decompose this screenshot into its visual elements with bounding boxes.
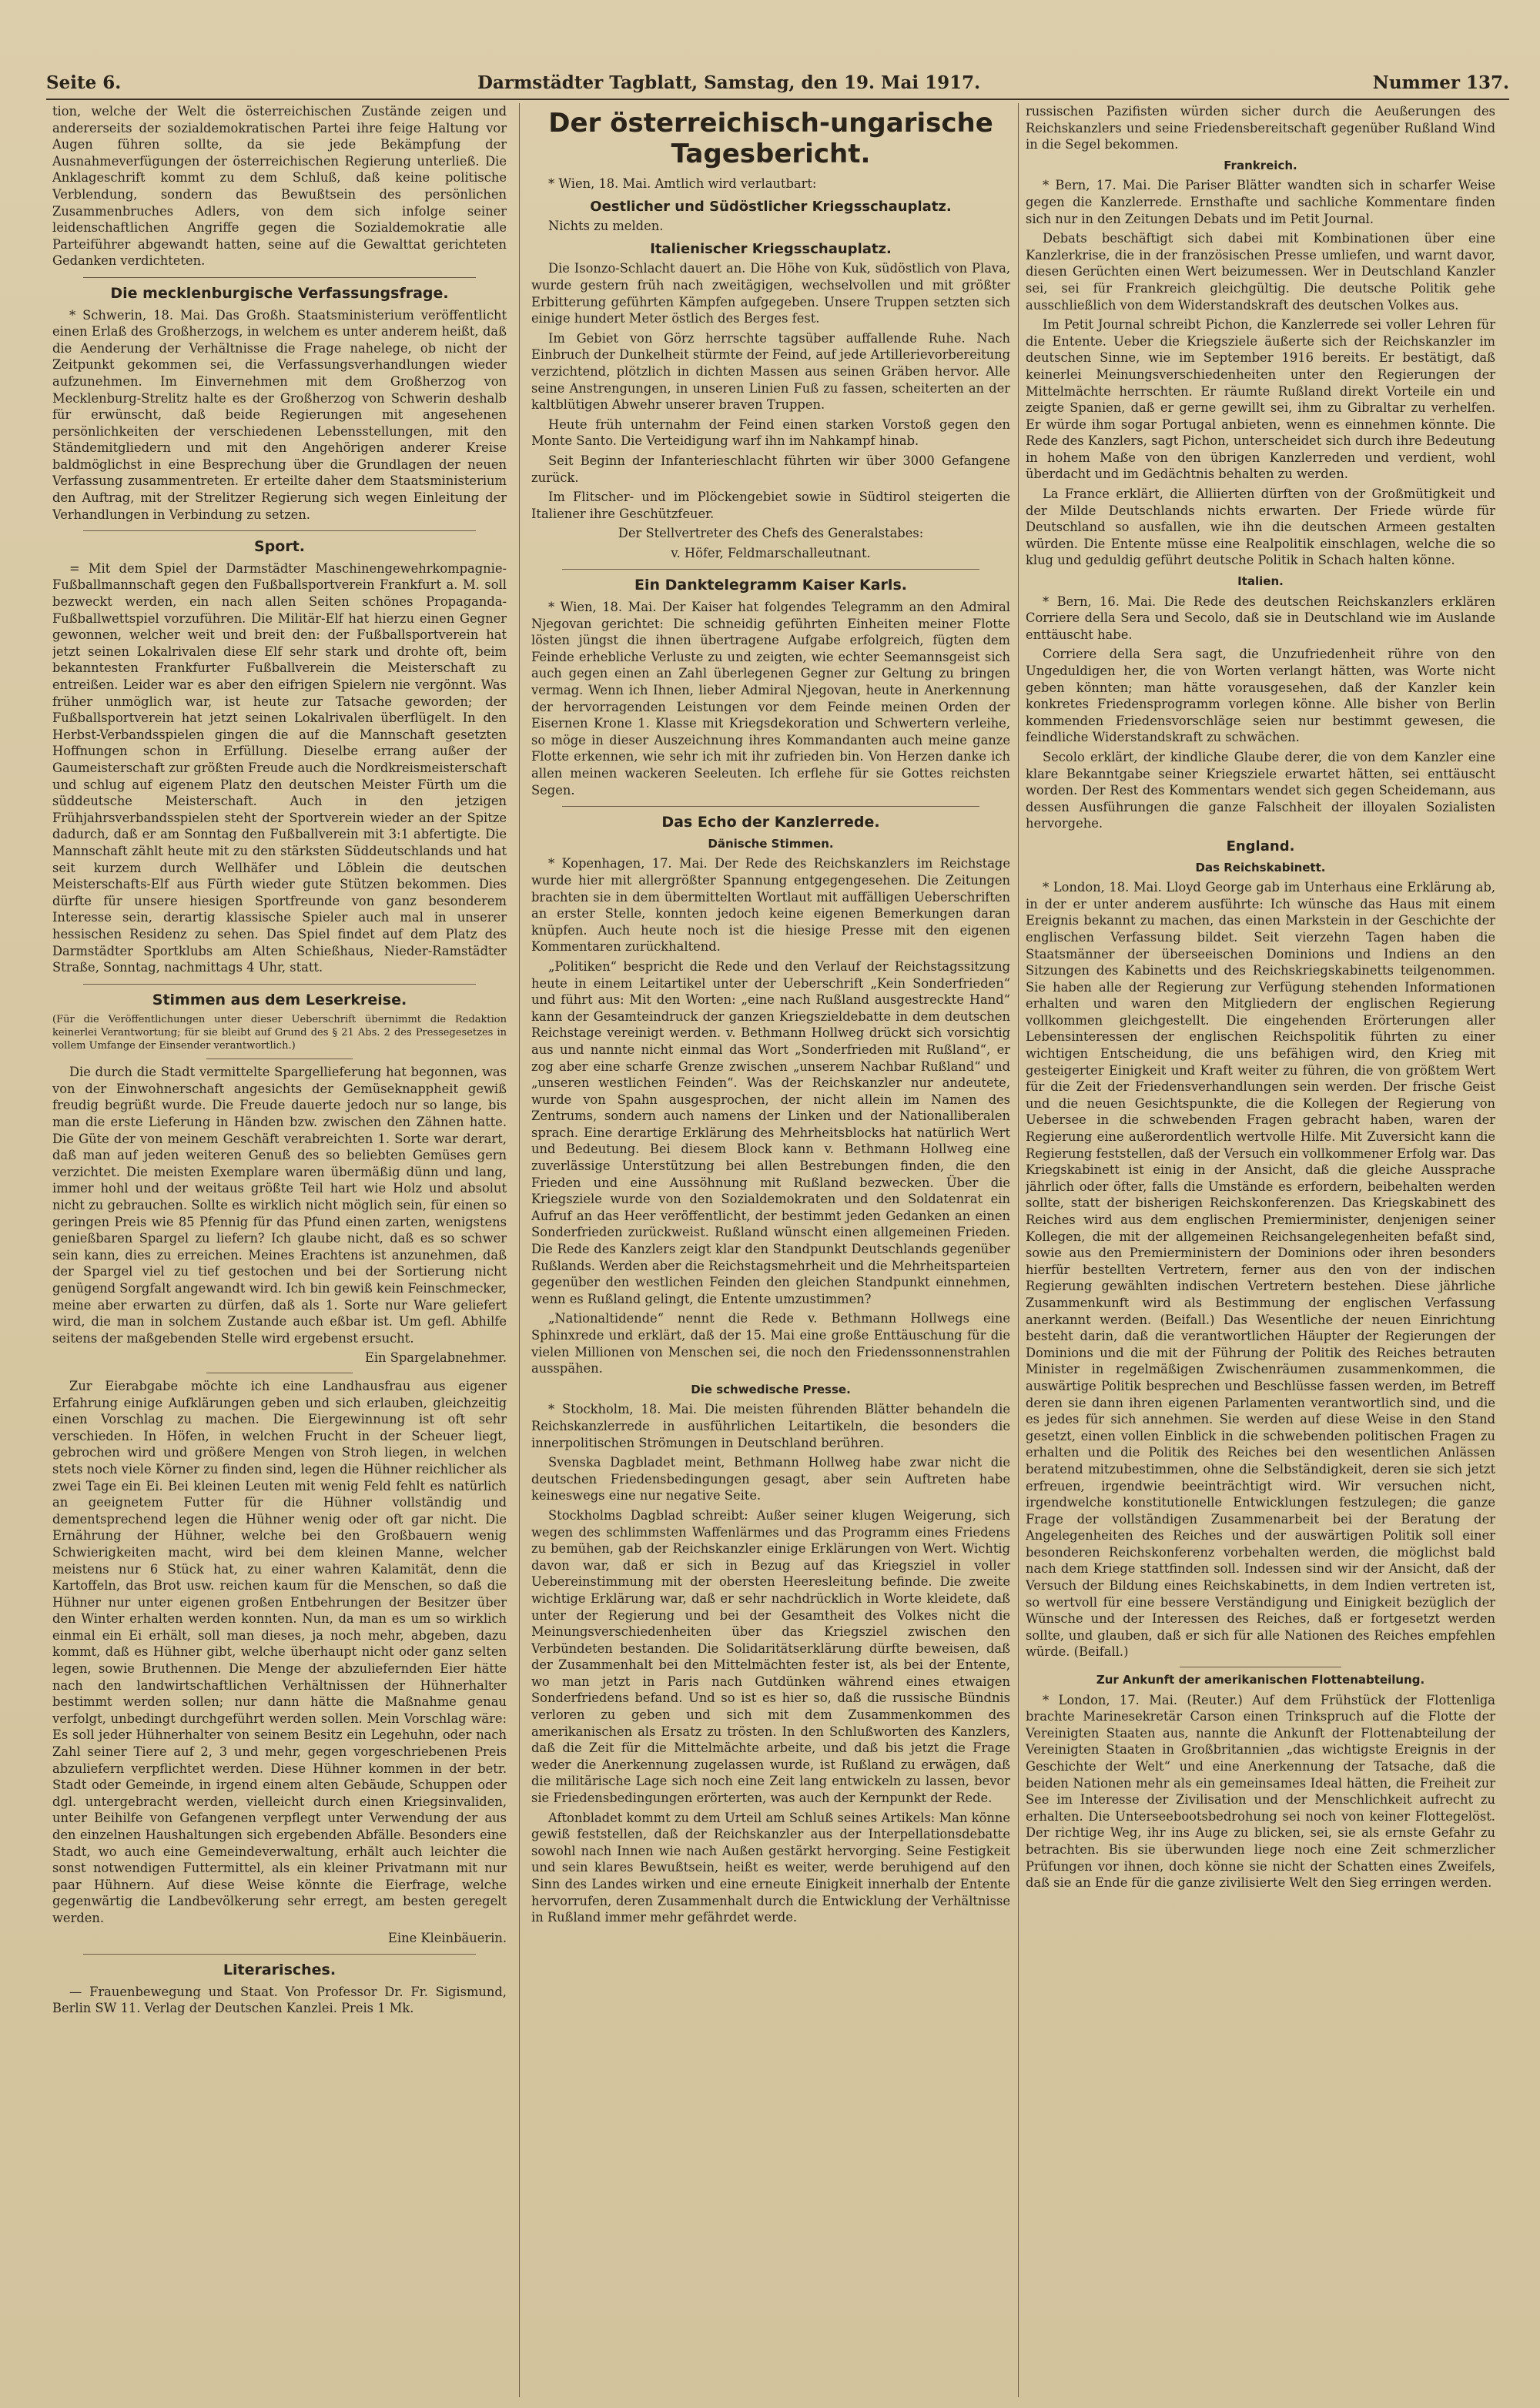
subheading: Frankreich. <box>1224 158 1297 172</box>
main-headline: Der österreichisch-ungarische Tagesbericht. <box>548 108 993 169</box>
subheading: Die schwedische Presse. <box>691 1382 851 1396</box>
divider <box>83 1954 476 1955</box>
subheading: Das Reichskabinett. <box>1195 860 1326 875</box>
article-text: Im Flitscher- und im Plöckengebiet sowie in Südtirol steigerten die Italiener ihre Geschützfeuer. <box>531 490 1010 521</box>
disclaimer: (Für die Veröffentlichungen unter dieser Ueberschrift übernimmt die Redaktion keinerlei Verantwortung; für sie bleibt auf Grund des § 21 Abs. 2 des Pressegesetzes in vollem Umfange der Einsender verantwortlich.) <box>52 1014 507 1052</box>
article-text: Aftonbladet kommt zu dem Urteil am Schluß seines Artikels: Man könne gewiß feststellen, daß der Reichskanzler aus der Interpellationsdebatte sowohl nach Innen wie nach Außen gestärkt hervorging. Seine Festigkeit und sein klares Bewußtsein, heißt es weiter, werde beruhigend auf den Sinn des Landes wirken und eine erneute Einigkeit innerhalb der Entente hervorrufen, deren Zusammenhalt durch die Entwicklung der Verhältnisse in Rußland immer mehr gefährdet werde. <box>531 1810 1010 1925</box>
article-text: * Wien, 18. Mai. Der Kaiser hat folgendes Telegramm an den Admiral Njegovan gerichtet: Die schneidig geführten Einheiten meiner Flotte lösten jüngst die ihnen übertragene Aufgabe erfolgreich, fügten dem Feinde erhebliche Verluste zu und zeigten, wie echter Seemannsgeist sich auch gegen einen an Zahl überlegenen Gegner zur Geltung zu bringen vermag. Wenn ich Ihnen, lieber Admiral Njegovan, heute in Anerkennung der hervorragenden Leistungen vor dem Feinde meinen Orden der Eisernen Krone 1. Klasse mit Kriegsdekoration und Schwertern verleihe, so möge in dieser Auszeichnung ihres Kommandanten auch meine ganze Flotte erkennen, wie sehr ich mit ihr zufrieden bin. Von Herzen danke ich allen meinen wackeren Seeleuten. Ich erflehe für sie Gottes reichsten Segen. <box>531 600 1010 798</box>
article-text: „Politiken“ bespricht die Rede und den Verlauf der Reichstagssitzung heute in einem Leitartikel unter der Ueberschrift „Kein Sonderfrieden“ und führt aus: Mit den Worten: „eine nach Rußland ausgestreckte Hand“ kann der Gesamteindruck der ganzen Kriegszieldebatte in dem deutschen Reichstage vereinigt werden. v. Bethmann Hollweg drückt sich vorsichtig aus und nannte nicht einmal das Wort „Sonderfrieden mit Rußland“, er zog aber eine scharfe Grenze zwischen „unserem Nachbar Rußland“ und „unseren westlichen Feinden“. Was der Reichskanzler nur andeutete, wurde von Spahn ausgesprochen, der nicht allein im Namen des Zentrums, sondern auch namens der Linken und der Nationalliberalen sprach. Eine derartige Erklärung des Mehrheitsblocks hat natürlich Wert und Bedeutung. Bei diesem Block kann v. Bethmann Hollweg eine zuverlässige Unterstützung bei allen Bestrebungen finden, die den Frieden und eine Aussöhnung mit Rußland bezwecken. Über die Kriegsziele wurde von den Sozialdemokraten und den Soldatenrat ein Aufruf an das Heer veröffentlicht, der bestimmt jeden Gedanken an einen Sonderfrieden zurückweist. Rußland wünscht einen allgemeinen Frieden. Die Rede des Kanzlers zeigt klar den Standpunkt Deutschlands gegenüber Rußlands. Werden aber die Reichstagsmehrheit und die Mehrheitsparteien gegenüber den westlichen Feinden den gleichen Standpunkt einnehmen, wenn es Rußland gelingt, die Entente umzustimmen? <box>531 958 1010 1306</box>
article-heading: Die mecklenburgische Verfassungsfrage. <box>110 284 449 302</box>
article-text: Corriere della Sera sagt, die Unzufriedenheit rühre von den Ungeduldigen her, die von Worten verlangt hätten, was Worte nicht geben könnten; man hätte vorausgesehen, daß der Kanzler kein konkretes Friedensprogramm vorlegen könne. Alle bisher von Berlin kommenden Friedensvorschläge seien nur bestimmt gewesen, die feindliche Widerstandskraft zu schwächen. <box>1026 647 1495 745</box>
article-text: Im Gebiet von Görz herrschte tagsüber auffallende Ruhe. Nach Einbruch der Dunkelheit stürmte der Feind, auf jede Artillerievorbereitung verzichtend, plötzlich in dichten Massen aus seinen Gräben hervor. Alle seine Anstrengungen, in unseren Linien Fuß zu fassen, scheiterten an der kaltblütigen Abwehr unserer braven Truppen. <box>531 330 1010 413</box>
divider <box>83 277 476 278</box>
article-text: * Bern, 17. Mai. Die Pariser Blätter wandten sich in scharfer Weise gegen die Kanzlerrede. Ernsthafte und sachliche Kommentare finden sich nur in den Zeitungen Debats und im Petit Journal. <box>1026 178 1495 226</box>
article-text: russischen Pazifisten würden sicher durch die Aeußerungen des Reichskanzlers und seine Friedensbereitschaft gegenüber Rußland Wind in die Segel bekommen. <box>1026 104 1495 152</box>
article-heading: Das Echo der Kanzlerrede. <box>661 814 880 831</box>
article-text: * Stockholm, 18. Mai. Die meisten führenden Blätter behandeln die Reichskanzlerrede in ausführlichen Leitartikeln, die besonders die innerpolitischen Strömungen in Deutschland berühren. <box>531 1402 1010 1450</box>
divider <box>83 530 476 531</box>
article-text: Svenska Dagbladet meint, Bethmann Hollweg habe zwar nicht die deutschen Friedensbedingungen gesagt, aber sein Auftreten habe keineswegs eine nur negative Seite. <box>531 1455 1010 1503</box>
column-rule <box>1018 103 1019 2397</box>
article-text: La France erklärt, die Alliierten dürften von der Großmütigkeit und der Milde Deutschlands nichts erwarten. Der Friede würde für Deutschland so ausfallen, wie ihn die deutschen Armeen gestalten würden. Die Entente müsse eine Realpolitik einschlagen, welche die so klug und geduldig geführt deutsche Politik in Schach halten könne. <box>1026 487 1495 568</box>
section-heading: Stimmen aus dem Leserkreise. <box>152 991 407 1008</box>
article-heading: Ein Danktelegramm Kaiser Karls. <box>634 577 907 594</box>
column-3 <box>1026 103 1495 2397</box>
article-text: * Bern, 16. Mai. Die Rede des deutschen Reichskanzlers erklären Corriere della Sera und Secolo, daß sie in Deutschland wie im Auslande enttäuscht habe. <box>1026 594 1495 642</box>
article-text: * London, 17. Mai. (Reuter.) Auf dem Frühstück der Flottenliga brachte Marinesekretär Carson einen Trinkspruch auf die Flotte der Vereinigten Staaten aus, nannte die Ankunft der Flottenabteilung der Vereinigten Staaten in Großbritannien „das wichtigste Ereignis in der Geschichte der Welt“ und eine Anerkennung der Tatsache, daß die beiden Nationen mehr als ein gemeinsames Ideal hätten, die Freiheit zur See im Interesse der Zivilisation und der Menschlichkeit aufrecht zu erhalten. Die Unterseebootsbedrohung sei noch von keiner Flottegelöst. Der richtige Weg, ihr ins Auge zu blicken, sei, sie als ernste Gefahr zu betrachten. Bis sie überwunden liege noch eine Zeit schmerzlicher Prüfungen vor ihnen, doch könne sie nicht der Schatten eines Zweifels, daß sie an Ende für die ganze zivilisierte Welt den Sieg erringen werden. <box>1026 1692 1495 1891</box>
signature: v. Höfer, Feldmarschalleutnant. <box>671 545 871 560</box>
article-text: Debats beschäftigt sich dabei mit Kombinationen über eine Kanzlerkrise, die in der französischen Presse umliefen, und warnt davor, diesen Gerüchten einen Wert beizumessen. Wer in Deutschland Kanzler sei, sei für Frankreich gleichgültig. Die deutsche Politik gehe ausschließlich von dem Widerstandskraft des deutschen Volkes aus. <box>1026 231 1495 313</box>
article-text: = Mit dem Spiel der Darmstädter Maschinengewehrkompagnie-Fußballmannschaft gegen den Fußballsportverein Frankfurt a. M. soll bezweckt werden, ein nach allen Seiten schönes Propaganda-Fußballwettspiel vorzuführen. Die Militär-Elf hat hierzu einen Gegner gewonnen, welcher weit und breit den: der Fußballsportverein hat jetzt seinen Lokalrivalen diese Elf sehr stark und drohte oft, beim bekanntesten Frankfurter Fußballverein die Meisterschaft zu entreißen. Leider war es aber den eifrigen Spielern nie vergönnt. Was früher unmöglich war, ist heute zur Tatsache geworden; der Fußballsportverein hat jetzt seinen Lokalrivalen überflügelt. In den Herbst-Verbandsspielen gingen die auf die Mannschaft gesetzten Hoffnungen schon in Erfüllung. Dieselbe errang außer der Gaumeisterschaft zur größten Freude auch die Nordkreismeisterschaft und schlug auf eigenem Platz den deutschen Meister Fürth um die süddeutsche Meisterschaft. Auch in den jetzigen Frühjahrsverbandsspielen steht der Sportverein wieder an der Spitze dadurch, daß er am Sonntag den Fußballverein mit 3:1 abfertigte. Die Mannschaft zählt heute mit zu den stärksten Süddeutschlands und hat seit kurzem durch Wellhäfer und Löblein die deutschen Meisterschafts-Elf aus Fürth wieder gute Stützen bekommen. Dies dürfte für unsere hiesigen Sportfreunde von ganz besonderem Interesse sein, derartig klassische Spieler auch mal in unserer hessischen Residenz zu sehen. Das Spiel findet auf dem Platz des Darmstädter Sportklubs am Alten Schießhaus, Nieder-Ramstädter Straße, Sonntag, nachmittags 4 Uhr, statt. <box>52 560 507 975</box>
column-rule <box>519 103 520 2397</box>
subheading: Italien. <box>1237 574 1284 589</box>
masthead-line: Darmstädter Tagblatt, Samstag, den 19. Mai 1917. <box>477 72 981 93</box>
divider <box>83 984 476 985</box>
dateline: * Wien, 18. Mai. Amtlich wird verlautbart: <box>548 176 817 191</box>
divider <box>562 569 979 570</box>
article-text: Nichts zu melden. <box>548 219 664 234</box>
article-text: * Kopenhagen, 17. Mai. Der Rede des Reichskanzlers im Reichstage wurde hier mit allergrößter Spannung entgegengesehen. Die Zeitungen brachten sie in dem übermittelten Wortlaut mit auffälligen Ueberschriften an erster Stelle, konnten jedoch keine eigenen Bemerkungen daran knüpfen. Auch heute noch ist die hiesige Presse mit den eigenen Kommentaren zurückhaltend. <box>531 856 1010 955</box>
letter-signature: Ein Spargelabnehmer. <box>364 1350 507 1366</box>
article-text: Seit Beginn der Infanterieschlacht führten wir über 3000 Gefangene zurück. <box>531 453 1010 485</box>
article-text: Secolo erklärt, der kindliche Glaube derer, die von dem Kanzler eine klare Bekanntgabe seiner Kriegsziele erwartet hätten, sei enttäuscht worden. Der Rest des Kommentars wendet sich gegen Scheidemann, aus dessen Ausführungen die ganze Falschheit der illoyalen Sozialisten hervorgehe. <box>1026 749 1495 831</box>
article-text: Heute früh unternahm der Feind einen starken Vorstoß gegen den Monte Santo. Die Verteidigung warf ihn im Nahkampf hinab. <box>531 416 1010 449</box>
divider <box>562 806 979 807</box>
article-text: * London, 18. Mai. Lloyd George gab im Unterhaus eine Erklärung ab, in der er unter anderem ausführte: Ich wünsche das Haus mit einem Ereignis bekannt zu machen, das einen Markstein in der Geschichte der englischen Verfassung bildet. Seit vierzehn Tagen haben die Staatsmänner der überseeischen Dominions und Indiens an den Sitzungen des Kabinetts und des Reichskriegskabinetts teilgenommen. Sie haben alle der Regierung zur Verfügung stehenden Informationen erhalten und waren den Mitgliedern der englischen Regierung vollkommen gleichgestellt. Die eingehenden Erörterungen aller Lebensinteressen der englischen Reichspolitik führten zu einer wichtigen Entscheidung, die uns befähigen wird, den Krieg mit gesteigerter Einigkeit und Kraft weiter zu führen, die von größtem Wert für die Zeit der Friedensverhandlungen sein werden. Der frische Geist und die neuen Gesichtspunkte, die die Kollegen der Regierung von Uebersee in die schwebenden Fragen gebracht haben, waren der Regierung eine außerordentlich wertvolle Hilfe. Mit Zuversicht kann die Regierung feststellen, daß der Versuch ein vollkommener Erfolg war. Das Kriegskabinett ist einig in der Ansicht, daß die gleiche Aussprache jährlich oder öfter, falls die Umstände es erfordern, beibehalten werden sollte, statt der bisherigen Reichskonferenzen. Das Kriegskabinett des Reiches wird aus dem englischen Premierminister, denjenigen seiner Kollegen, die mit der allgemeinen Reichsangelegenheiten befaßt sind, sowie aus den Premierministern der Dominions oder ihren besonders hierfür bestellten Vertretern, ferner aus den von der indischen Regierung gewählten indischen Vertretern bestehen. Diese jährliche Zusammenkunft wird als Bestimmung der englischen Verfassung anerkannt werden. (Beifall.) Das Wesentliche der neuen Einrichtung besteht darin, daß die verantwortlichen Häupter der Regierungen der Dominions und die mit der Führung der Politik des Reiches betrauten Minister in regelmäßigen Zwischenräumen zusammenkommen, die auswärtige Politik besprechen und Beschlüsse fassen werden, im Betreff deren sie dann ihren eigenen Parlamenten verantwortlich sind, und die es jedes für sich annehmen. Sie werden auf diese Weise in den Stand gesetzt, einen vollen Einblick in die schwebenden politischen Fragen zu erhalten und die Politik des Reiches bei den wesentlichen Anlässen beratend mitzubestimmen, ohne die Selbständigkeit, deren sie sich jetzt erfreuen, irgendwie beeinträchtigt wird. Wir versuchen nicht, irgendwelche konstitutionelle Entwicklungen festzulegen; die ganze Frage der vollständigen Zusammenarbeit bei der Beratung der Angelegenheiten des Reiches und der auswärtigen Politik soll einer besonderen Reichskonferenz vorbehalten werden, die möglichst bald nach dem Kriege stattfinden soll. Indessen sind wir der Ansicht, daß der Versuch der Bildung eines Reichskabinetts, in dem Indien vertreten ist, so wertvoll für eine bessere Verständigung und Einigkeit bezüglich der Wünsche und der Interessen des Reiches, daß er fortgesetzt werden sollte, und glauben, daß er sich für alle Nationen des Reiches empfehlen würde. (Beifall.) <box>1026 880 1495 1660</box>
article-text: * Schwerin, 18. Mai. Das Großh. Staatsministerium veröffentlicht einen Erlaß des Großherzogs, in welchem es unter anderem heißt, daß die Aenderung der Verhältnisse die Frage nahelege, ob nicht der Zeitpunkt gekommen sei, die Verfassungsverhandlungen wieder aufzunehmen. Im Einvernehmen mit dem Großherzog von Mecklenburg-Strelitz halte es der Großherzog von Schwerin deshalb für erwünscht, daß beide Regierungen mit angesehenen persönlichkeiten der verschiedenen Lebensstellungen, mit den Ständemitgliedern und mit den Angehörigen anderer Kreise baldmöglichst in eine Besprechung über die Grundlagen der neuen Verfassung zusammentreten. Er erteilte daher dem Staatsministerium den Auftrag, mit der Strelitzer Regierung sich wegen Einleitung der Verhandlungen in Verbindung zu setzen. <box>52 307 507 522</box>
letter-text: Die durch die Stadt vermittelte Spargellieferung hat begonnen, was von der Einwohnerschaft angesichts der Gemüseknappheit gewiß freudig begrüßt wurde. Die Freude dauerte jedoch nur so lange, bis man die erste Lieferung in Händen bzw. zwischen den Zähnen hatte. Die Güte der von meinem Geschäft verabreichten 1. Sorte war derart, daß man auf jeden weiteren Genuß des so beliebten Gemüses gern verzichtet. Die meisten Exemplare waren übermäßig dünn und lang, immer hohl und der weitaus größte Teil hart wie Holz und absolut nicht zu gebrauchen. Sollte es wirklich nicht möglich sein, für einen so geringen Preis wie 85 Pfennig für das Pfund einen zarten, wenigstens genießbaren Spargel zu liefern? Ich glaube nicht, daß es so schwer sein kann, dies zu erreichen. Meines Erachtens ist anzunehmen, daß der Spargel viel zu tief gestochen und bei der Sortierung nicht genügend Sorgfalt angewandt wird. Ich bin gewiß kein Feinschmecker, meine aber erwarten zu dürfen, daß als 1. Sorte nur Ware geliefert wird, die man in solchem Zustande auch eßbar ist. Um gefl. Abhilfe seitens der maßgebenden Stelle wird ergebenst ersucht. <box>52 1065 507 1346</box>
page-header <box>46 71 1509 100</box>
subheading: Dänische Stimmen. <box>708 836 834 851</box>
subheading: England. <box>1226 838 1295 855</box>
subheading: Zur Ankunft der amerikanischen Flottenabteilung. <box>1096 1673 1425 1687</box>
subheading: Italienischer Kriegsschauplatz. <box>650 240 892 257</box>
article-text: Im Petit Journal schreibt Pichon, die Kanzlerrede sei voller Lehren für die Entente. Ueber die Kriegsziele äußerte sich der Reichskanzler im deutschen Sinne, wie im September 1916 bereits. Er bestätigt, daß keinerlei Meinungsverschiedenheiten unter den Regierungen der Mittelmächte herrschten. Er räumte Rußland direkt Vorteile ein und zeigte Spanien, daß er gerne gewillt sei, ihm zu Gibraltar zu verhelfen. Er würde ihm sogar Portugal anbieten, wenn es einnehmen könnte. Die Rede des Kanzlers, sagt Pichon, unterscheidet sich durch ihre Bedeutung in hohem Maße von den übrigen Kanzlerreden und verdient, wohl überdacht und im Gedächtnis behalten zu werden. <box>1026 317 1495 482</box>
article-text: Die Isonzo-Schlacht dauert an. Die Höhe von Kuk, südöstlich von Plava, wurde gestern früh nach zweitägigen, wechselvollen und mit größter Erbitterung geführten Kämpfen aufgegeben. Unsere Truppen setzten sich einige hundert Meter östlich des Berges fest. <box>531 261 1010 326</box>
letter-text: Zur Eierabgabe möchte ich eine Landhausfrau aus eigener Erfahrung einige Aufklärungen geben und sich erlauben, gleichzeitig einen Vorschlag zu machen. Die Eiergewinnung ist oft sehr verschieden. In Höfen, in welchen Frucht in der Scheuer liegt, gebrochen wird und größere Mengen von Stroh liegen, in welchen stets noch viele Körner zu finden sind, legen die Hühner reichlicher als zwei Tage ein Ei. Bei kleinen Leuten mit wenig Feld fehlt es natürlich an geeignetem Futter für die Hühner vollständig und dementsprechend legen die Hühner wenig oder oft gar nicht. Die Ernährung der Hühner, welche bei den Großbauern wenig Schwierigkeiten macht, wird bei dem kleinen Manne, welcher meistens nur 6 Stück hat, zu einer wahren Kalamität, denn die Kartoffeln, das Brot usw. reichen kaum für die Menschen, so daß die Hühner nur unter eigenen großen Entbehrungen der Besitzer über den Winter erhalten werden konnten. Nun, da man es um so wirklich einmal ein Ei erhält, soll man dieses, ja noch mehr, abgeben, dazu kommt, daß es Hühner gibt, welche überhaupt nicht oder ganz selten legen, sowie Bruthennen. Die Menge der abzuliefernden Eier hätte nach den landwirtschaftlichen Verhältnissen der Hühnerhalter bestimmt werden sollen; nur dann hätte die Maßnahme genau verfolgt, unbedingt durchgeführt werden sollen. Mein Vorschlag wäre: Es soll jeder Hühnerhalter von seinem Besitz ein Legehuhn, oder nach Zahl seiner Tiere auf 2, 3 und mehr, gegen vorgeschriebenen Preis abzuliefern verpflichtet werden. Diese Hühner kommen in der betr. Stadt oder Gemeinde, in irgend einem alten Gebäude, Schuppen oder dgl. untergebracht werden, vielleicht durch einen Kriegsinvaliden, unter Beihilfe von Gefangenen verpflegt unter Verwendung der aus den einzelnen Haushaltungen sich ergebenden Abfälle. Besonders eine Stadt, wo auch eine Gemeindeverwaltung, erhält auch leichter die sonst notwendigen Futtermittel, als ein kleiner Privatmann mit nur paar Hühnern. Auf diese Weise könnte die Eierfrage, welche gegenwärtig die Landbevölkerung sehr erregt, am besten geregelt werden. <box>52 1378 507 1925</box>
section-heading: Sport. <box>253 538 305 556</box>
letter-signature: Eine Kleinbäuerin. <box>388 1930 507 1945</box>
column-1 <box>52 103 507 2397</box>
article-text: „Nationaltidende“ nennt die Rede v. Bethmann Hollwegs eine Sphinxrede und erklärt, daß der 15. Mai eine große Enttäuschung für die vielen Millionen von Menschen sei, die noch den Friedenssonnenstrahlen ausspähen. <box>531 1311 1010 1376</box>
signature: Der Stellvertreter des Chefs des Generalstabes: <box>618 526 924 541</box>
issue-number: Nummer 137. <box>1372 72 1509 93</box>
article-text: tion, welche der Welt die österreichischen Zustände zeigen und andererseits der sozialdemokratischen Partei ihre feige Haltung vor Augen führen sollte, da sie jede Bekämpfung der Ausnahmeverfügungen der österreichischen Regierung unterließ. Die Anklageschrift kommt zu dem Schluß, daß keine politische Verblendung, sondern das Bewußtsein des persönlichen Zusammenbruches Adlers, von dem sich infolge seiner leidenschaftlichen Angriffe gegen die Sozialdemokratie alle Parteiführer abgewandt hatten, seine auf die Gewalttat gerichteten Gedanken verdichteten. <box>52 104 507 269</box>
subheading: Oestlicher und Südöstlicher Kriegsschauplatz. <box>590 198 952 215</box>
section-heading: Literarisches. <box>223 1962 336 1979</box>
article-text: Stockholms Dagblad schreibt: Außer seiner klugen Weigerung, sich wegen des schlimmsten Waffenlärmes und das Programm eines Friedens zu bemühen, gab der Reichskanzler einige Erklärungen von Wert. Wichtig davon war, daß er sich in Bezug auf das Kriegsziel in voller Uebereinstimmung mit der obersten Heeresleitung befinde. Die zweite wichtige Erklärung war, daß er sehr nachdrücklich in Worte kleidete, daß unter der Regierung und bei der Gesamtheit des Volkes nicht die Meinungsverschiedenheiten über das Kriegsziel zwischen den Verbündeten bestanden. Die Solidaritätserklärung dürfte beweisen, daß der Zusammenhalt bei den Mittelmächten fester ist, als bei der Entente, wo man jetzt in Paris nach Gutdünken während eines etwaigen Sonderfriedens befand. Und so ist es hier so, daß die russische Bündnis verloren zu geben und sich mit dem Zusammenkommen des amerikanischen als Ersatz zu trösten. In den Schlußworten des Kanzlers, daß die Zeit für die Mittelmächte arbeite, und daß bis jetzt die Frage weder die Anerkennung zugelassen wurde, ist Rußland zu erwägen, daß die militärische Lage sich noch eine Zeit lang entwickeln zu lassen, bevor sie Friedensbedingungen erörterten, was auch der Kernpunkt der Rede. <box>531 1507 1010 1806</box>
column-2 <box>531 103 1010 2397</box>
page-number: Seite 6. <box>46 72 122 93</box>
article-text: — Frauenbewegung und Staat. Von Professor Dr. Fr. Sigismund, Berlin SW 11. Verlag der Deutschen Kanzlei. Preis 1 Mk. <box>52 1984 507 2016</box>
